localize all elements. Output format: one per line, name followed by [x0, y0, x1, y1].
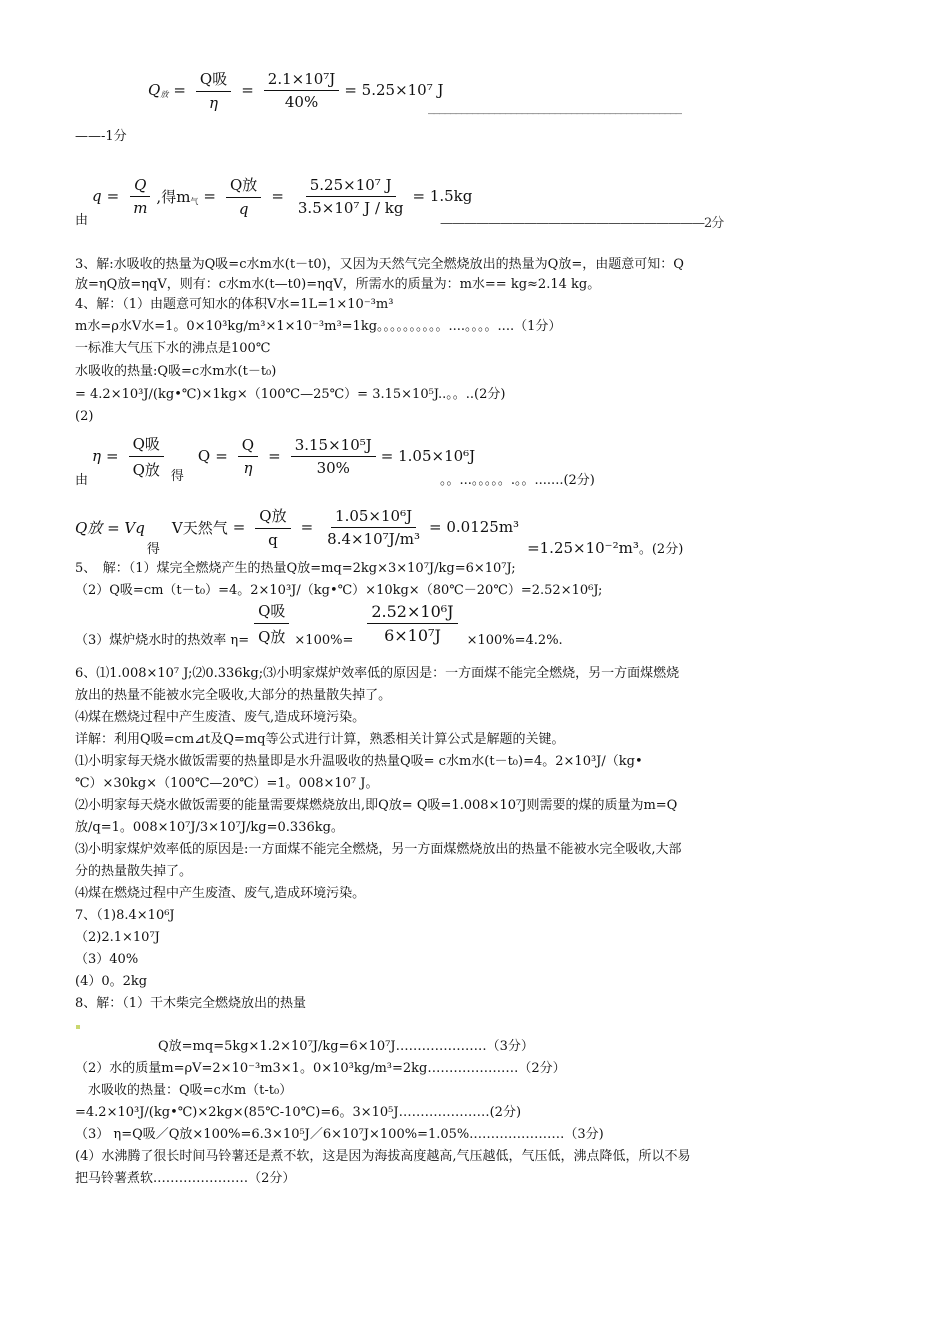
- p4-line-5: = 4.2×10³J/(kg•℃)×1kg×（100℃—25℃）= 3.15×10⁵J..。。..(2分): [75, 387, 506, 402]
- p4-line-2: m水=ρ水V水=1。0×10³kg/m³×1×10⁻³m³=1kg。。。。。。。。。。....。。。。....（1分）: [75, 319, 562, 334]
- p6-line-5: ⑴小明家每天烧水做饭需要的热量即是水升温吸收的热量Q吸= c水m水(t－t₀)=4。2×10³J/（kg•: [75, 754, 643, 769]
- p8-line-6: （3） η=Q吸／Q放×100%=6.3×10⁵J／6×10⁷J×100%=1.05%.…………………（3分): [75, 1127, 604, 1142]
- eq1-lhs: $Q_放$: [148, 80, 169, 99]
- p7-line-2: （2)2.1×10⁷J: [75, 930, 160, 945]
- p8-line-8: 把马铃薯煮软.…………………（2分）: [75, 1171, 296, 1186]
- equation-stove-efficiency: （3）煤炉烧水时的热效率 η= $\frac{\text{Q吸}}{\text{Q放}}$ ×100%= $\frac{\text{2.52×10⁶J}}{\text{6×10⁷J}}$ ×100%=4.2%.: [75, 601, 563, 648]
- p8-line-1: 8、解：（1）干木柴完全燃烧放出的热量: [75, 996, 307, 1011]
- p6-line-10: 分的热量散失掉了。: [75, 864, 193, 879]
- p8-line-5: =4.2×10³J/(kg•℃)×2kg×(85℃-10℃)=6。3×10⁵J…………………(2分): [75, 1105, 522, 1120]
- p6-line-3: ⑷煤在燃烧过程中产生废渣、废气,造成环境污染。: [75, 710, 366, 725]
- eq1-dash-leader: ______________________________________________: [428, 100, 681, 115]
- p5-line-1: 5、 解：（1）煤完全燃烧产生的热量Q放=mq=2kg×3×10⁷J/kg=6×10⁷J;: [75, 561, 516, 576]
- p8-line-3: （2）水的质量m=ρV=2×10⁻³m3×1。0×10³kg/m³=2kg…………………（2分）: [75, 1061, 566, 1076]
- equation-efficiency: η = $\frac{\text{Q吸}}{\text{Q放}}$ 得 Q = $\frac{Q}{\eta}$ = $\frac{\text{3.15×10⁵J}}{30\%}$ = 1.05×10⁶J: [92, 434, 476, 484]
- p4-line-4: 水吸收的热量:Q吸=c水m水(t－t₀): [75, 364, 277, 379]
- p5-line-2: （2）Q吸=cm（t－t₀）=4。2×10³J/（kg•℃）×10kg×（80℃－20℃）=2.52×10⁶J;: [75, 583, 603, 598]
- equation-gas-volume: Q放 = Vq 得 V天然气 = $\frac{\text{Q放}}{q}$ = $\frac{\text{1.05×10⁶J}}{\text{8.4×10⁷J/m³}}$ = 0.0125m³ =1.25×10⁻²m³ 。(2分): [75, 506, 684, 557]
- p7-line-3: （3）40%: [75, 952, 139, 967]
- eq2-dash-score: ——————————————————————2分: [440, 216, 724, 231]
- p4-line-1: 4、解：（1）由题意可知水的体积V水=1L=1×10⁻³m³: [75, 297, 394, 312]
- p6-line-4: 详解：利用Q吸=cm⊿t及Q=mq等公式进行计算，熟悉相关计算公式是解题的关键。: [75, 732, 565, 747]
- p4-line-3: 一标准大气压下水的沸点是100℃: [75, 341, 271, 356]
- p6-line-7: ⑵小明家每天烧水做饭需要的能量需要煤燃烧放出,即Q放= Q吸=1.008×10⁷J则需要的煤的质量为m=Q: [75, 798, 678, 813]
- p3-line-1: 3、解:水吸收的热量为Q吸=c水m水(t－t0)，又因为天然气完全燃烧放出的热量为Q放=，由题意可知：Q: [75, 257, 684, 272]
- p4-line-6: (2): [75, 409, 94, 424]
- p8-line-7: (4）水沸腾了很长时间马铃薯还是煮不软，这是因为海拔高度越高,气压越低，气压低，沸点降低，所以不易: [75, 1149, 691, 1164]
- p7-line-4: (4）0。2kg: [75, 974, 148, 989]
- score-1fen: ——-1分: [75, 129, 127, 144]
- p8-line-2: Q放=mq=5kg×1.2×10⁷J/kg=6×10⁷J…………………（3分）: [158, 1039, 534, 1054]
- eq1-fraction-1: $\frac{\text{Q吸}}{\eta}$: [196, 68, 231, 112]
- p6-line-9: ⑶小明家煤炉效率低的原因是:一方面煤不能完全燃烧，另一方面煤燃烧放出的热量不能被水完全吸收,大部: [75, 842, 682, 857]
- p6-line-2: 放出的热量不能被水完全吸收,大部分的热量散失掉了。: [75, 688, 392, 703]
- eq3-tail: 。。...。。。。。.。。.......(2分): [440, 473, 595, 488]
- p6-line-6: ℃）×30kg×（100℃—20℃）=1。008×10⁷ J。: [75, 776, 379, 791]
- eq1-result: = 5.25×10⁷ J: [344, 81, 444, 99]
- p6-line-11: ⑷煤在燃烧过程中产生废渣、废气,造成环境污染。: [75, 886, 366, 901]
- eq2-prefix: 由: [75, 213, 89, 228]
- equation-q-release: $Q_放$ = $\frac{\text{Q吸}}{\eta}$ = $\frac{\text{2.1×10⁷J}}{40\%}$ = 5.25×10⁷ J: [148, 69, 444, 112]
- eq1-fraction-2: $\frac{\text{2.1×10⁷J}}{40\%}$: [264, 70, 340, 111]
- p7-line-1: 7、（1)8.4×10⁶J: [75, 908, 175, 923]
- eq3-prefix: 由: [75, 473, 89, 488]
- p6-line-1: 6、⑴1.008×10⁷ J;⑵0.336kg;⑶小明家煤炉效率低的原因是：一方面煤不能完全燃烧，另一方面煤燃烧: [75, 666, 680, 681]
- p6-line-8: 放/q=1。008×10⁷J/3×10⁷J/kg=0.336kg。: [75, 820, 344, 835]
- p8-line-4: 水吸收的热量：Q吸=c水m（t-t₀）: [88, 1083, 293, 1098]
- p3-line-2: 放=ηQ放=ηqV，则有：c水m水(t—t0)=ηqV，所需水的质量为：m水== kg≈2.14 kg。: [75, 277, 601, 292]
- green-mark: [76, 1025, 80, 1029]
- equation-mass-gas: q = $\frac{Q}{m}$ ,得$m_气$ = $\frac{\text{Q放}}{q}$ = $\frac{\text{5.25×10⁷ J}}{\text{3.5×10⁷ J / kg}}$ = 1.5kg: [92, 175, 473, 218]
